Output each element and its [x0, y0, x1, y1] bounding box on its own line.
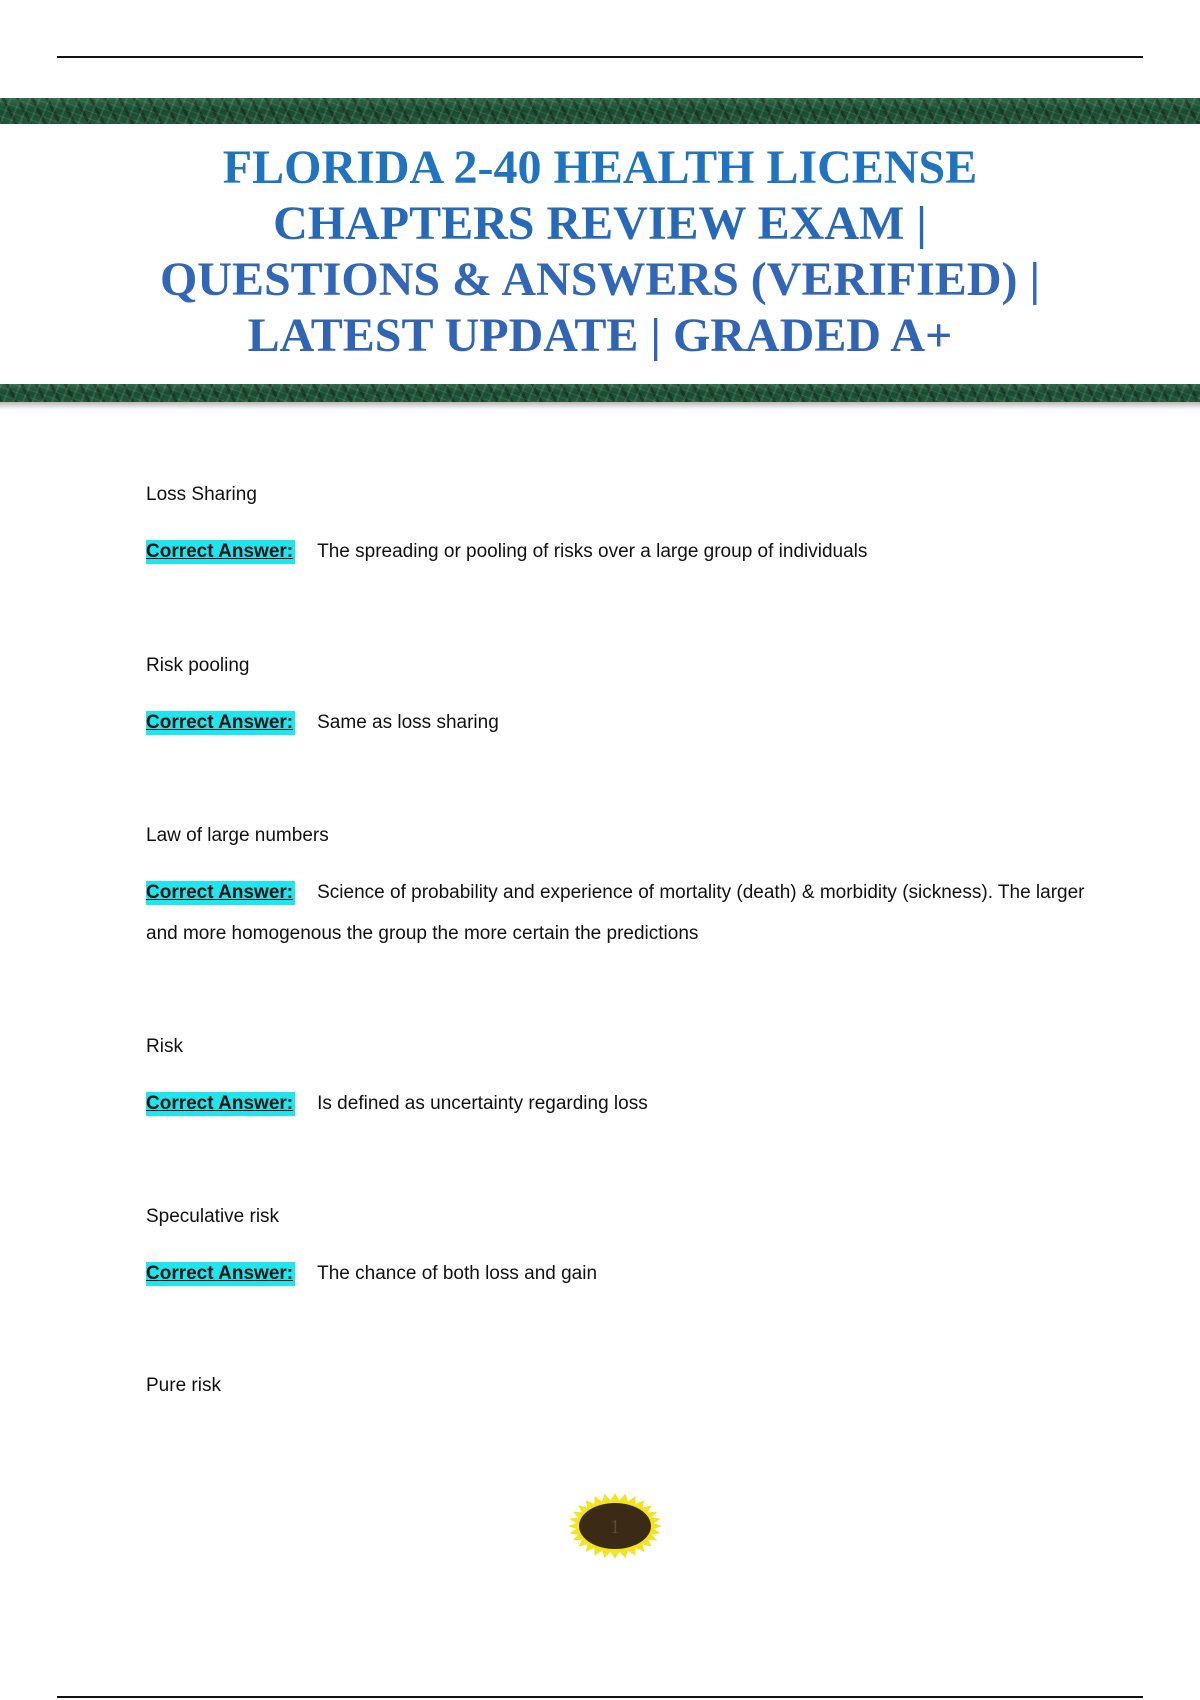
correct-answer-label: Correct Answer:: [146, 1093, 294, 1114]
starburst-icon: [567, 1492, 663, 1560]
footer-rule: [57, 1696, 1143, 1698]
answer-text: [146, 1083, 1106, 1124]
document-title: [100, 140, 1100, 364]
question-term: Law of large numbers: [146, 825, 329, 846]
answer-body: Same as loss sharing: [317, 712, 499, 733]
answer-text: [146, 872, 1106, 954]
answer-body: The chance of both loss and gain: [317, 1263, 598, 1284]
title-line: CHAPTERS REVIEW EXAM |: [273, 197, 927, 250]
answer-body: The spreading or pooling of risks over a large group of individuals: [317, 541, 868, 562]
answer-text: [146, 702, 1106, 743]
question-term: Speculative risk: [146, 1206, 280, 1227]
question-term: Pure risk: [146, 1375, 221, 1396]
title-band-top: [0, 98, 1200, 124]
title-line: FLORIDA 2-40 HEALTH LICENSE: [222, 141, 978, 194]
correct-answer-label: Correct Answer:: [146, 882, 294, 903]
answer-text: [146, 1253, 1106, 1294]
correct-answer-label: Correct Answer:: [146, 541, 294, 562]
question-term: Risk pooling: [146, 655, 250, 676]
question-term: Loss Sharing: [146, 484, 257, 505]
header-rule: [57, 56, 1143, 58]
page-number: 1: [610, 1516, 620, 1538]
answer-body: Science of probability and experience of mortality (death) & morbidity (sickness). The larger and more homogenous the group the more certain the predictions: [146, 882, 1085, 944]
answer-body: Is defined as uncertainty regarding loss: [317, 1093, 648, 1114]
title-band-shadow: [0, 402, 1200, 410]
title-line: LATEST UPDATE | GRADED A+: [247, 309, 953, 362]
answer-text: [146, 531, 1106, 572]
page-number-badge: [567, 1492, 663, 1560]
question-term: Risk: [146, 1036, 183, 1057]
correct-answer-label: Correct Answer:: [146, 1263, 294, 1284]
title-band-bottom: [0, 384, 1200, 402]
title-line: QUESTIONS & ANSWERS (VERIFIED) |: [159, 253, 1041, 306]
correct-answer-label: Correct Answer:: [146, 712, 294, 733]
